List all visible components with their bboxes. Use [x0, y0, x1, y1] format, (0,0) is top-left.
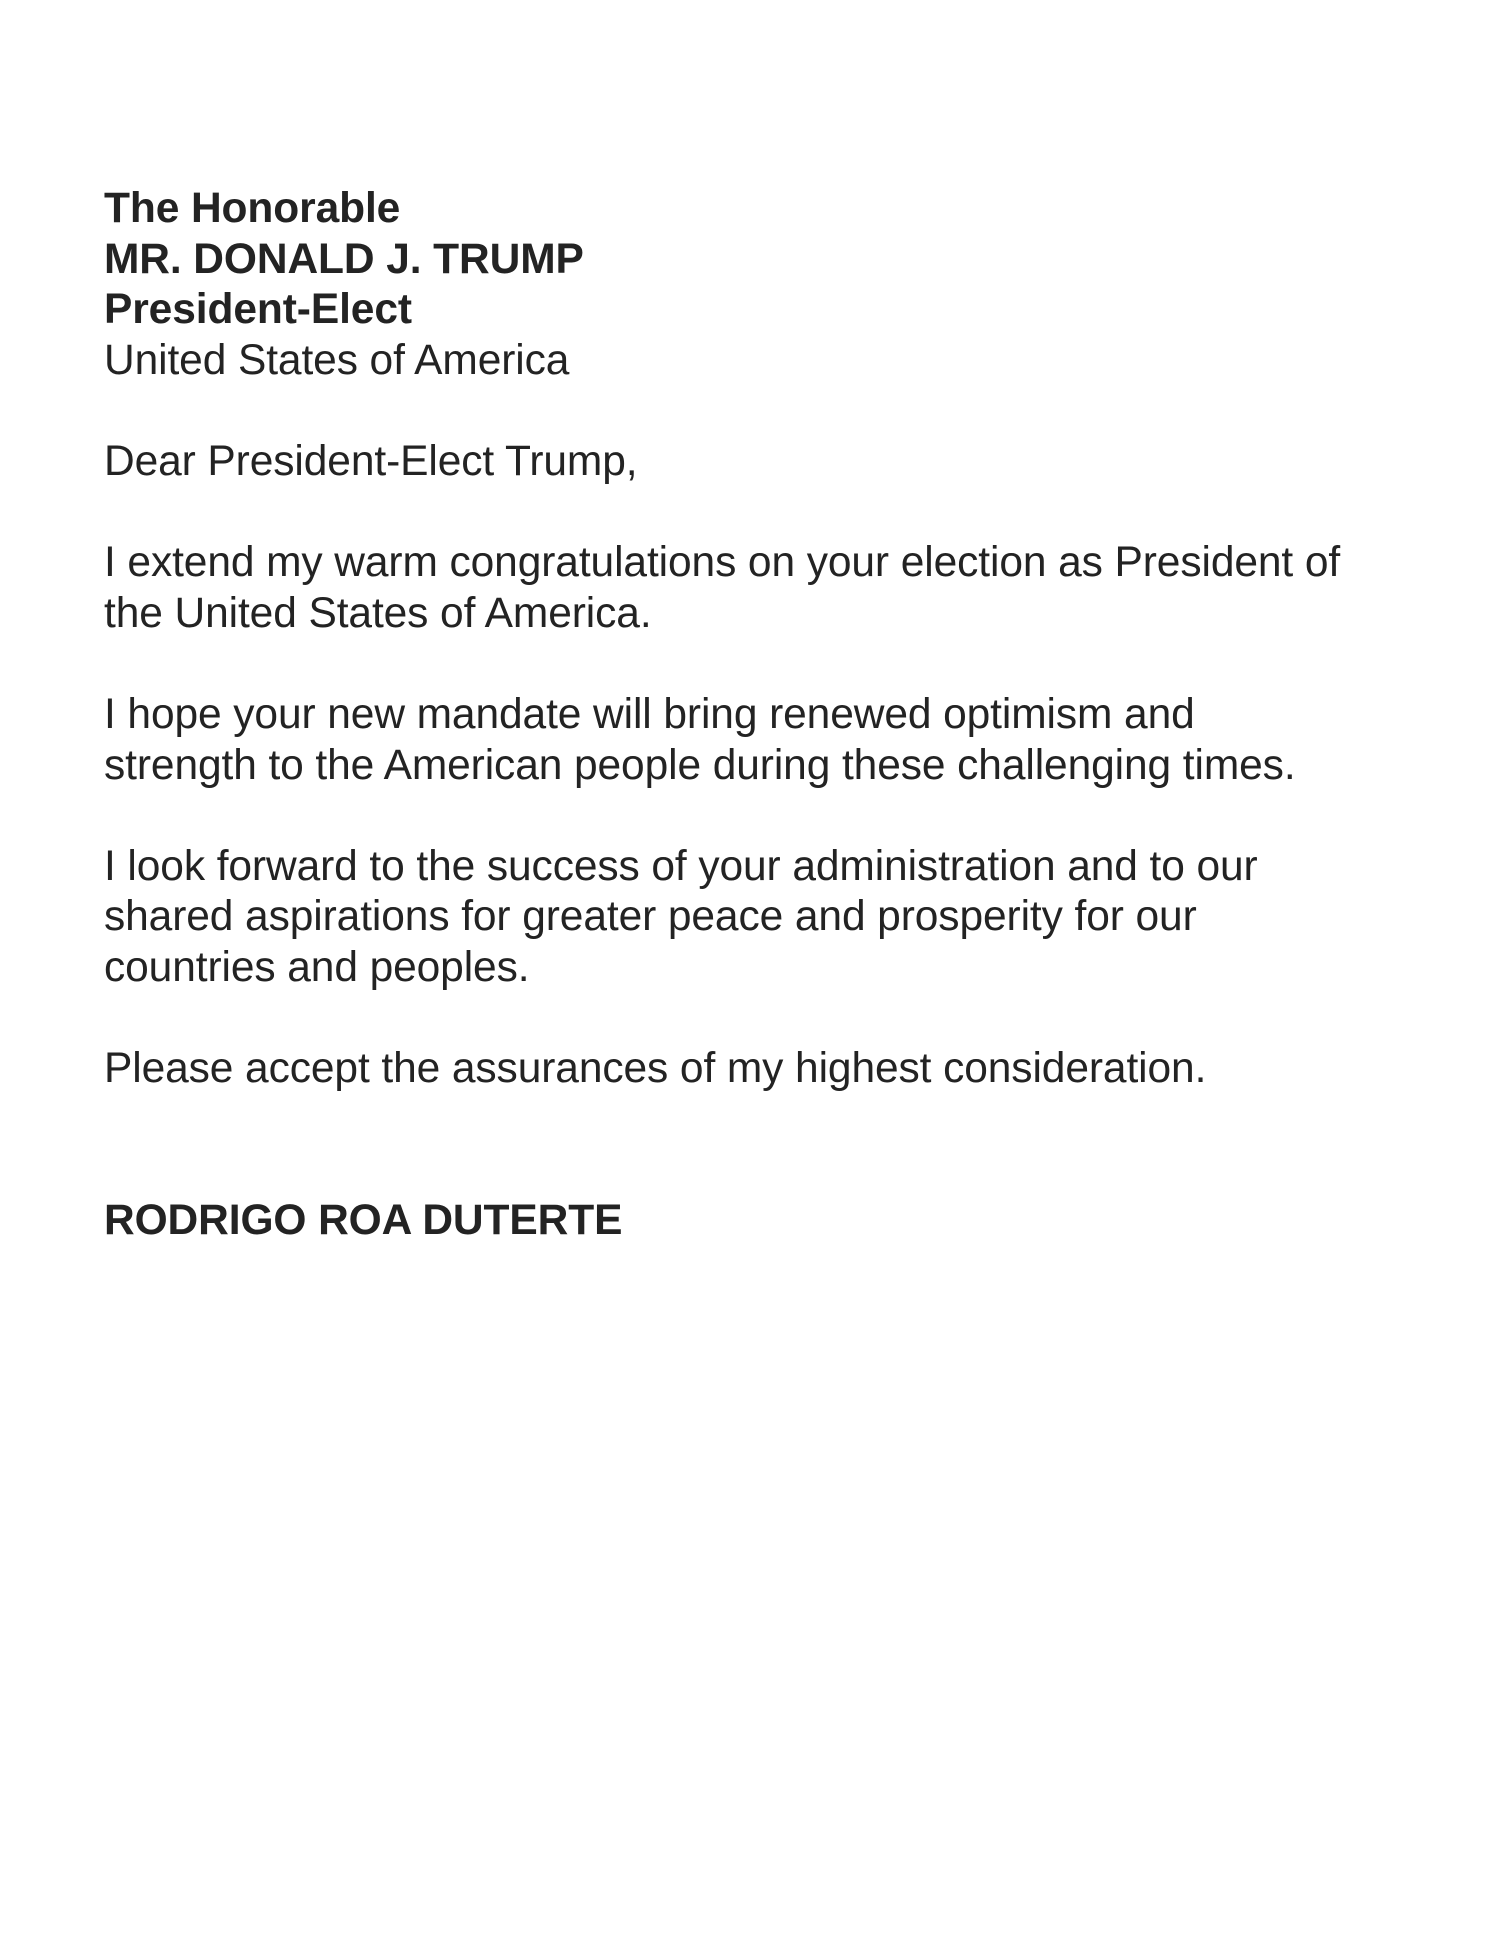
signature-name: RODRIGO ROA DUTERTE — [104, 1196, 623, 1244]
spacer — [104, 994, 1464, 1045]
spacer — [104, 386, 1464, 437]
addressee-honorific: The Honorable — [104, 185, 401, 232]
paragraph-line: shared aspirations for greater peace and prosperity for our — [104, 893, 1197, 941]
paragraph-line: countries and peoples. — [104, 943, 530, 991]
paragraph-line: the United States of America. — [104, 589, 652, 637]
addressee-block — [104, 184, 1464, 386]
spacer — [104, 639, 1464, 690]
spacer — [104, 1095, 1464, 1196]
paragraph-forward — [104, 842, 1464, 994]
paragraph-line: I look forward to the success of your administration and to our — [104, 842, 1258, 890]
addressee-country: United States of America — [104, 336, 570, 384]
greeting: Dear President-Elect Trump, — [104, 437, 638, 485]
spacer — [104, 791, 1464, 842]
paragraph-line: I extend my warm congratulations on your election as President of — [104, 539, 1341, 587]
addressee-position: President-Elect — [104, 286, 412, 334]
spacer — [104, 488, 1464, 539]
closing-line: Please accept the assurances of my highest consideration. — [104, 1045, 1207, 1093]
paragraph-congratulations — [104, 538, 1464, 639]
paragraph-hope — [104, 690, 1464, 791]
letter-page — [104, 184, 1464, 1246]
addressee-name: MR. DONALD J. TRUMP — [104, 235, 584, 283]
paragraph-line: strength to the American people during these challenging times. — [104, 741, 1296, 789]
paragraph-line: I hope your new mandate will bring renewed optimism and — [104, 690, 1195, 738]
